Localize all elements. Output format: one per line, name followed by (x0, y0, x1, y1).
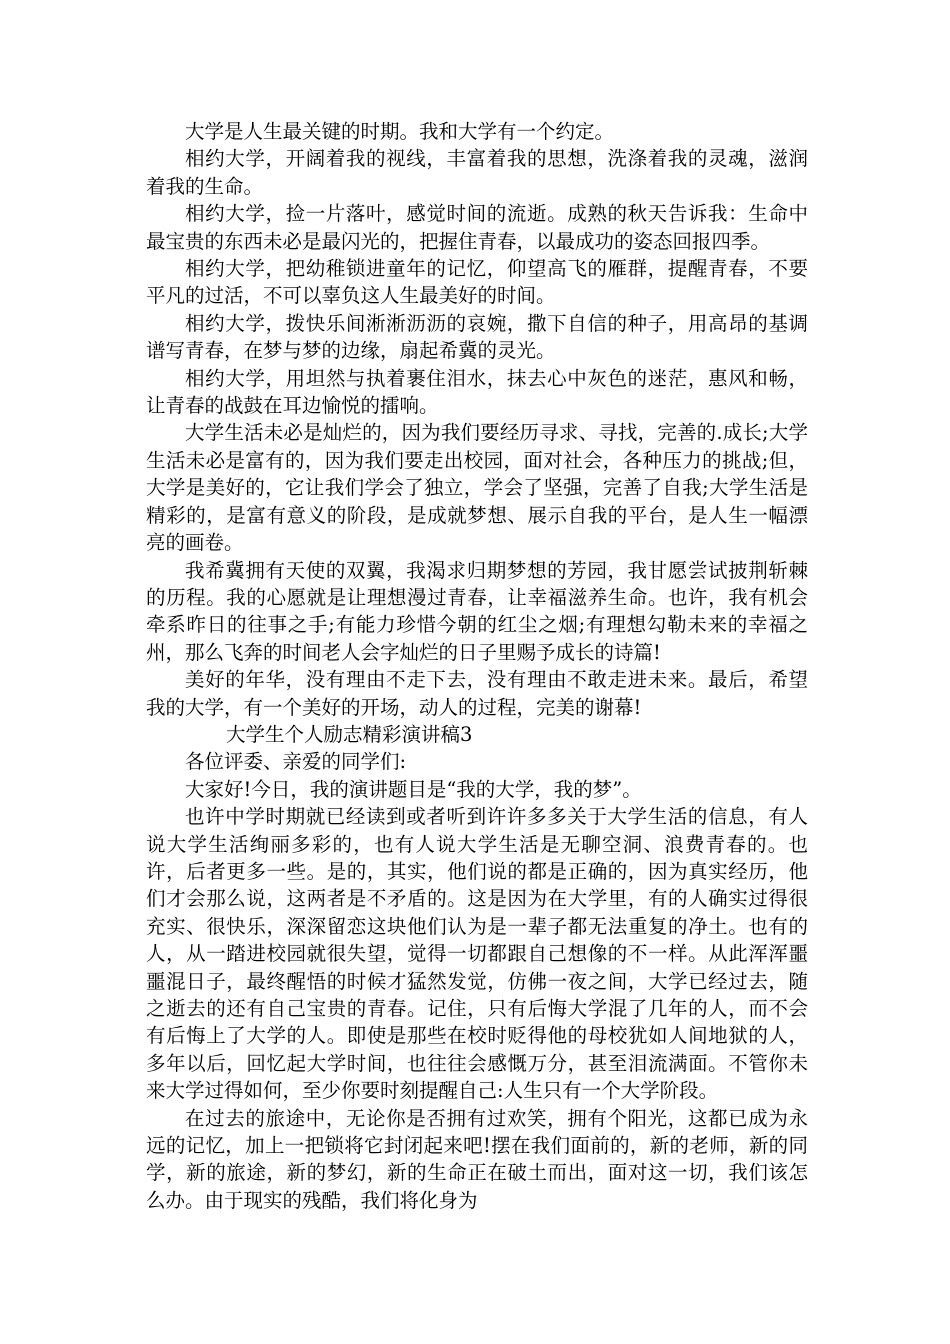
paragraph-geese: 相约大学，把幼稚锁进童年的记忆，仰望高飞的雁群，提醒青春，不要平凡的过活，不可以辜负这人生最美好的时间。 (146, 257, 808, 308)
salutation: 各位评委、亲爱的同学们: (185, 750, 407, 774)
paragraph-journey: 在过去的旅途中，无论你是否拥有过欢笑，拥有个阳光，这都已成为永远的记忆，加上一把锁将它封闭起来吧!摆在我们面前的，新的老师，新的同学，新的旅途，新的梦幻，新的生命正在破土而出，面对这一切，我们该怎么办。由于现实的残酷，我们将化身为 (146, 1106, 808, 1212)
paragraph-college-life: 大学生活未必是灿烂的，因为我们要经历寻求、寻找，完善的.成长;大学生活未必是富有的，因为我们要走出校园，面对社会，各种压力的挑战;但，大学是美好的，它让我们学会了独立，学会了坚强，完善了自我;大学生活是精彩的，是富有意义的阶段，是成就梦想、展示自我的平台，是人生一幅漂亮的画卷。 (146, 421, 808, 555)
paragraph-autumn: 相约大学，捡一片落叶，感觉时间的流逝。成熟的秋天告诉我：生命中最宝贵的东西未必是最闪光的，把握住青春，以最成功的姿态回报四季。 (146, 202, 808, 253)
paragraph-middle-school: 也许中学时期就已经读到或者听到许许多多关于大学生活的信息，有人说大学生活绚丽多彩的，也有人说大学生活是无聊空洞、浪费青春的。也许，后者更多一些。是的，其实，他们说的都是正确的，因为真实经历，他们才会那么说，这两者是不矛盾的。这是因为在大学里，有的人确实过得很充实、很快乐，深深留恋这块他们认为是一辈子都无法重复的净土。也有的人，从一踏进校园就很失望，觉得一切都跟自己想像的不一样。从此浑浑噩噩混日子，最终醒悟的时候才猛然发觉，仿佛一夜之间，大学已经过去，随之逝去的还有自己宝贵的青春。记住，只有后悔大学混了几年的人，而不会有后悔上了大学的人。即使是那些在校时贬得他的母校犹如人间地狱的人，多年以后，回忆起大学时间，也往往会感慨万分，甚至泪流满面。不管你未来大学过得如何，至少你要时刻提醒自己:人生只有一个大学阶段。 (146, 805, 808, 1103)
paragraph-horizon: 相约大学，开阔着我的视线，丰富着我的思想，洗涤着我的灵魂，滋润着我的生命。 (146, 147, 808, 198)
paragraph-closing: 美好的年华，没有理由不走下去，没有理由不敢走进未来。最后，希望我的大学，有一个美好的开场，动人的过程，完美的谢幕! (146, 668, 808, 719)
speech-title: 大学生个人励志精彩演讲稿3 (226, 722, 473, 746)
paragraph-intro: 大学是人生最关键的时期。我和大学有一个约定。 (185, 120, 615, 143)
document-page (146, 118, 808, 1214)
paragraph-wings: 我希冀拥有天使的双翼，我渴求归期梦想的芳园，我甘愿尝试披荆斩棘的历程。我的心愿就是让理想漫过青春，让幸福滋养生命。也许，我有机会牵系昨日的往事之手;有能力珍惜今朝的红尘之烟;有理想勾勒未来的幸福之州，那么飞奔的时间老人会字灿烂的日子里赐予成长的诗篇! (146, 558, 808, 664)
greeting: 大家好!今日，我的演讲题目是“我的大学，我的梦”。 (185, 777, 642, 801)
paragraph-seeds: 相约大学，拨快乐间淅淅沥沥的哀婉，撒下自信的种子，用高昂的基调谱写青春，在梦与梦的边缘，扇起希冀的灵光。 (146, 311, 808, 363)
paragraph-drums: 相约大学，用坦然与执着裹住泪水，抹去心中灰色的迷茫，惠风和畅，让青春的战鼓在耳边愉悦的擂响。 (146, 366, 808, 418)
